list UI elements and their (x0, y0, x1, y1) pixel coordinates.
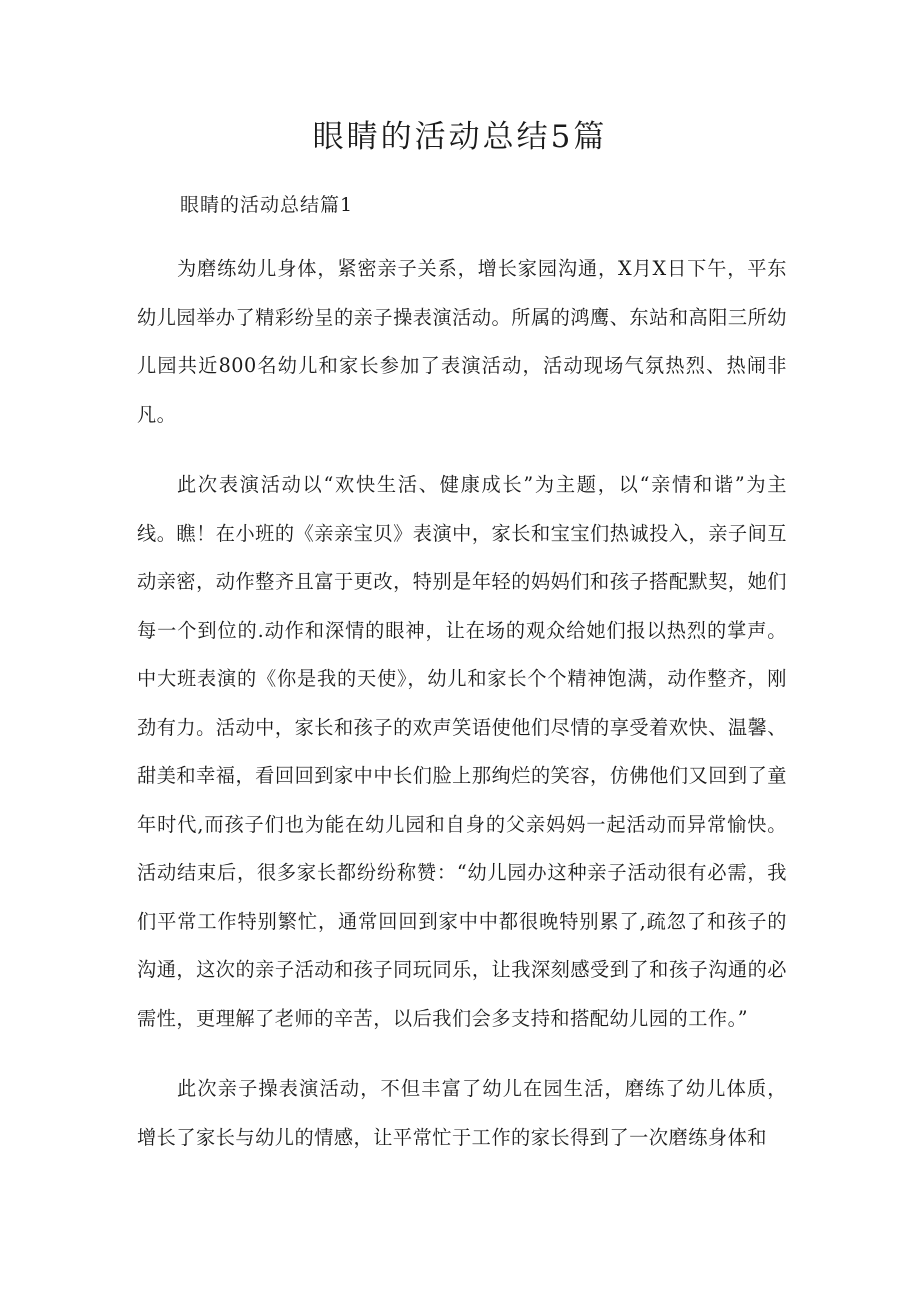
paragraph-3: 此次亲子操表演活动，不但丰富了幼儿在园生活，磨练了幼儿体质，增长了家长与幼儿的情感，让平常忙于工作的家长得到了一次磨练身体和 (137, 1077, 787, 1149)
document-body (137, 245, 787, 1184)
section-heading: 眼睛的活动总结篇1 (180, 194, 354, 216)
paragraph-2: 此次表演活动以“欢快生活、健康成长”为主题，以“亲情和谐”为主线。瞧！在小班的《亲亲宝贝》表演中，家长和宝宝们热诚投入，亲子间互动亲密，动作整齐且富于更改，特别是年轻的妈妈们和孩子搭配默契，她们每一个到位的.动作和深情的眼神，让在场的观众给她们报以热烈的掌声。中大班表演的《你是我的天使》，幼儿和家长个个精神饱满，动作整齐，刚劲有力。活动中，家长和孩子的欢声笑语使他们尽情的享受着欢快、温馨、甜美和幸福，看回回到家中中长们脸上那绚烂的笑容，仿佛他们又回到了童年时代,而孩子们也为能在幼儿园和自身的父亲妈妈一起活动而异常愉快。活动结束后，很多家长都纷纷称赞：“幼儿园办这种亲子活动很有必需，我们平常工作特别繁忙，通常回回到家中中都很晚特别累了,疏忽了和孩子的沟通，这次的亲子活动和孩子同玩同乐，让我深刻感受到了和孩子沟通的必需性，更理解了老师的辛苦，以后我们会多支持和搭配幼儿园的工作。” (137, 473, 787, 1030)
document-title: 眼睛的活动总结5篇 (312, 119, 608, 155)
paragraph-1: 为磨练幼儿身体，紧密亲子关系，增长家园沟通，X月X日下午，平东幼儿园举办了精彩纷呈的亲子操表演活动。所属的鸿鹰、东站和高阳三所幼儿园共近800名幼儿和家长参加了表演活动，活动现场气氛热烈、热闹非凡。 (137, 257, 787, 426)
